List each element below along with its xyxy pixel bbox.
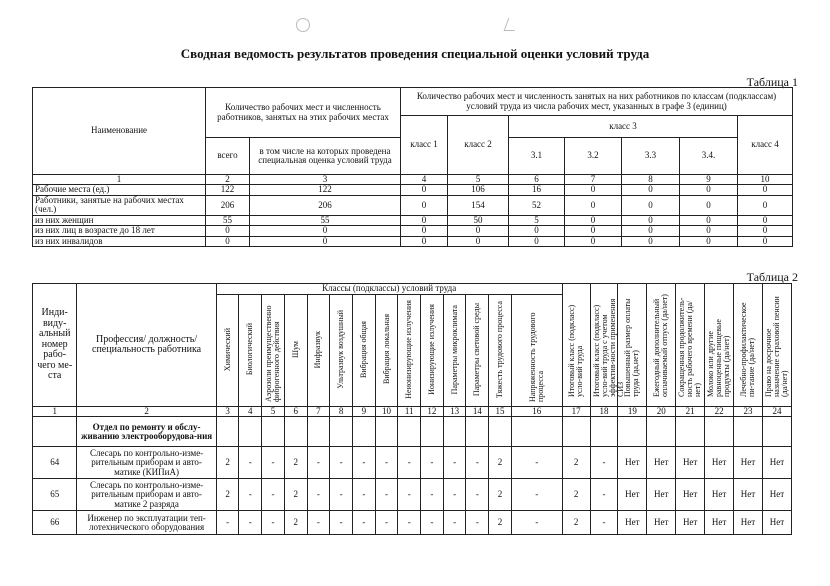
cell: 0 xyxy=(401,226,448,236)
profession-name: Инженер по эксплуатации теп-лотехнического оборудования xyxy=(77,511,216,535)
cell: - xyxy=(590,447,618,479)
page-title: Сводная ведомость результатов проведения специальной оценки условий труда xyxy=(180,46,650,61)
cell: Нет xyxy=(676,447,705,479)
cell: - xyxy=(352,511,375,535)
cell: - xyxy=(239,511,262,535)
cell: 0 xyxy=(565,185,622,195)
col-number: 17 xyxy=(562,407,590,417)
cell: - xyxy=(443,447,466,479)
table-row xyxy=(33,226,793,236)
cell: - xyxy=(590,479,618,511)
cell: 2 xyxy=(284,447,307,479)
cell: 0 xyxy=(509,226,565,236)
profession-name: Слесарь по контрольно-изме-рительным приборам и авто-матике 2 разряда xyxy=(77,479,216,511)
col-number: 2 xyxy=(206,175,250,185)
cell: - xyxy=(511,479,562,511)
cell: 0 xyxy=(738,236,793,246)
cell: Нет xyxy=(762,447,791,479)
table1-label: Таблица 1 xyxy=(746,75,798,89)
header-final-class: Итоговый класс (подкласс) усло-вий труда xyxy=(567,304,585,397)
table2-label: Таблица 2 xyxy=(746,270,798,284)
col-number: 4 xyxy=(239,407,262,417)
cell: 0 xyxy=(738,195,793,215)
cell: - xyxy=(262,447,285,479)
cell: 0 xyxy=(680,215,738,225)
cell: - xyxy=(375,447,398,479)
header-early-pension: Право на досрочное назначение страховой пенсии (да/нет) xyxy=(763,295,789,397)
col-number: 1 xyxy=(33,175,206,185)
col-number: 7 xyxy=(565,175,622,185)
col-number: 2 xyxy=(77,407,216,417)
cell: - xyxy=(466,511,489,535)
header-factor-labor-severity: Тяжесть трудового процесса xyxy=(495,300,505,398)
section-row xyxy=(33,417,792,447)
cell: 0 xyxy=(738,215,793,225)
col-number: 6 xyxy=(509,175,565,185)
row-label: из них лиц в возрасте до 18 лет xyxy=(33,226,206,236)
header-name: Наименование xyxy=(33,88,206,175)
col-number: 19 xyxy=(618,407,647,417)
scan-mark-circle xyxy=(296,18,310,32)
cell: 2 xyxy=(216,447,239,479)
col-number: 10 xyxy=(738,175,793,185)
cell: 0 xyxy=(622,185,680,195)
cell: Нет xyxy=(647,511,676,535)
cell: - xyxy=(511,511,562,535)
workplace-table xyxy=(32,283,792,535)
cell: 55 xyxy=(250,215,401,225)
table-row xyxy=(33,479,792,511)
cell: 0 xyxy=(206,236,250,246)
cell: 52 xyxy=(509,195,565,215)
cell: 0 xyxy=(738,226,793,236)
cell: - xyxy=(352,479,375,511)
cell: - xyxy=(375,479,398,511)
col-number: 13 xyxy=(443,407,466,417)
cell: - xyxy=(590,511,618,535)
cell: 0 xyxy=(680,236,738,246)
header-qty-group: Количество рабочих мест и численность работников, занятых на этих рабочих местах xyxy=(206,88,401,138)
col-number: 3 xyxy=(216,407,239,417)
header-total: всего xyxy=(206,138,250,175)
cell: - xyxy=(216,511,239,535)
header-increased-pay: Повышенный размер оплаты труда (да,нет) xyxy=(623,298,641,397)
col-number: 4 xyxy=(401,175,448,185)
col-number: 8 xyxy=(330,407,353,417)
col-number: 5 xyxy=(262,407,285,417)
col-number: 11 xyxy=(398,407,421,417)
cell: - xyxy=(352,447,375,479)
workplace-number: 64 xyxy=(33,447,77,479)
cell: Нет xyxy=(705,447,734,479)
cell: - xyxy=(262,479,285,511)
cell: 0 xyxy=(680,195,738,215)
header-factor-nonionizing: Неионизирующие излучения xyxy=(404,299,414,399)
cell: Нет xyxy=(705,479,734,511)
column-numbers-row xyxy=(33,175,793,185)
col-number: 18 xyxy=(590,407,618,417)
col-number: 1 xyxy=(33,407,77,417)
cell: Нет xyxy=(734,447,763,479)
table-row xyxy=(33,447,792,479)
cell: Нет xyxy=(618,479,647,511)
cell: - xyxy=(262,511,285,535)
cell: 154 xyxy=(448,195,509,215)
header-class-group: Количество рабочих мест и численность занятых на них работников по классам (подклассам) условий труда из числа рабочих мест, указанных в графе 3 (единиц) xyxy=(401,88,793,116)
profession-name: Слесарь по контрольно-изме-рительным приборам и авто-матике (КИПиА) xyxy=(77,447,216,479)
cell: Нет xyxy=(618,511,647,535)
cell: 55 xyxy=(206,215,250,225)
cell: 0 xyxy=(565,226,622,236)
header-factor-noise: Шум xyxy=(290,340,300,358)
header-assessed: в том числе на которых проведена специальная оценка условий труда xyxy=(250,138,401,175)
cell: - xyxy=(466,447,489,479)
cell: 2 xyxy=(216,479,239,511)
cell: Нет xyxy=(647,479,676,511)
cell: - xyxy=(307,511,330,535)
cell: Нет xyxy=(676,511,705,535)
col-number: 20 xyxy=(647,407,676,417)
header-class3: класс 3 xyxy=(509,116,738,138)
header-class-3-1: 3.1 xyxy=(509,138,565,175)
cell: - xyxy=(511,447,562,479)
header-class-3-3: 3.3 xyxy=(622,138,680,175)
header-factor-chemical: Химический xyxy=(222,327,232,371)
cell: 0 xyxy=(401,185,448,195)
cell: 206 xyxy=(250,195,401,215)
header-factor-biological: Биологический xyxy=(245,323,255,376)
header-milk: Молоко или другие равноценные пищевые продукты (да/нет) xyxy=(706,318,732,397)
cell: 0 xyxy=(401,236,448,246)
cell: 50 xyxy=(448,215,509,225)
cell: 16 xyxy=(509,185,565,195)
cell: 0 xyxy=(206,226,250,236)
cell: - xyxy=(330,511,353,535)
cell: Нет xyxy=(734,479,763,511)
cell: Нет xyxy=(762,511,791,535)
cell: 2 xyxy=(284,479,307,511)
header-classes-group: Классы (подклассы) условий труда xyxy=(216,284,562,295)
col-number: 9 xyxy=(680,175,738,185)
header-profession: Профессия/ должность/ специальность работника xyxy=(77,284,216,407)
cell: 122 xyxy=(206,185,250,195)
col-number: 23 xyxy=(734,407,763,417)
cell: 0 xyxy=(448,226,509,236)
header-factor-light: Параметры световой среды xyxy=(472,302,482,396)
summary-table xyxy=(32,87,793,247)
col-number: 7 xyxy=(307,407,330,417)
table-row xyxy=(33,236,793,246)
column-numbers-row xyxy=(33,407,792,417)
col-number: 12 xyxy=(421,407,444,417)
scan-mark-triangle xyxy=(504,18,520,31)
header-therapeutic-food: Лечебно-профилактическое пи-тание (да/нет) xyxy=(738,302,756,397)
header-class-3-4: 3.4. xyxy=(680,138,738,175)
cell: 0 xyxy=(448,236,509,246)
cell: - xyxy=(330,447,353,479)
cell: - xyxy=(421,511,444,535)
cell: - xyxy=(421,447,444,479)
table-row xyxy=(33,215,793,225)
row-label: из них женщин xyxy=(33,215,206,225)
cell: - xyxy=(375,511,398,535)
header-factor-labor-intensity: Напряженность трудового процесса xyxy=(527,312,545,403)
col-number: 16 xyxy=(511,407,562,417)
section-title: Отдел по ремонту и обслу-живанию электрооборудова-ния xyxy=(77,417,216,447)
cell: - xyxy=(239,479,262,511)
header-class2: класс 2 xyxy=(448,116,509,175)
cell: 0 xyxy=(565,236,622,246)
cell: 0 xyxy=(565,215,622,225)
cell: Нет xyxy=(762,479,791,511)
cell: 206 xyxy=(206,195,250,215)
col-number: 3 xyxy=(250,175,401,185)
table-row xyxy=(33,195,793,215)
header-factor-ultrasound: Ультразвук воздушный xyxy=(336,309,346,389)
col-number: 9 xyxy=(352,407,375,417)
cell: - xyxy=(398,479,421,511)
cell: 0 xyxy=(680,226,738,236)
header-extra-vacation: Ежегодный дополнительный оплачиваемый отпуск (да/нет) xyxy=(652,293,670,397)
cell: Нет xyxy=(734,511,763,535)
cell: 0 xyxy=(622,226,680,236)
cell: 0 xyxy=(250,236,401,246)
header-class4: класс 4 xyxy=(738,116,793,175)
row-label: Рабочие места (ед.) xyxy=(33,185,206,195)
cell: 2 xyxy=(562,447,590,479)
header-class1: класс 1 xyxy=(401,116,448,175)
cell: Нет xyxy=(647,447,676,479)
cell: - xyxy=(239,447,262,479)
cell: 0 xyxy=(622,215,680,225)
cell: - xyxy=(466,479,489,511)
header-factor-aerosols: Аэрозоли преимущественно фиброгенного действия xyxy=(264,305,281,403)
cell: - xyxy=(398,511,421,535)
col-number: 10 xyxy=(375,407,398,417)
header-factor-ionizing: Ионизирующие излучения xyxy=(426,303,436,395)
cell: 2 xyxy=(489,447,512,479)
col-number: 8 xyxy=(622,175,680,185)
cell: 2 xyxy=(284,511,307,535)
cell: 0 xyxy=(738,185,793,195)
header-factor-vibration-general: Вибрация общая xyxy=(358,320,368,378)
header-factor-infrasound: Инфразвук xyxy=(313,330,323,368)
col-number: 21 xyxy=(676,407,705,417)
workplace-number: 65 xyxy=(33,479,77,511)
col-number: 15 xyxy=(489,407,512,417)
cell: 2 xyxy=(562,511,590,535)
cell: 2 xyxy=(489,511,512,535)
row-label: Работники, занятые на рабочих местах (чел.) xyxy=(33,195,206,215)
cell: 0 xyxy=(401,215,448,225)
col-number: 22 xyxy=(705,407,734,417)
cell: 2 xyxy=(489,479,512,511)
cell: Нет xyxy=(705,511,734,535)
cell: 106 xyxy=(448,185,509,195)
col-number: 5 xyxy=(448,175,509,185)
header-class-3-2: 3.2 xyxy=(565,138,622,175)
cell: Нет xyxy=(618,447,647,479)
cell: - xyxy=(330,479,353,511)
header-reduced-hours: Сокращенная продолжитель-ность рабочего времени (да/нет) xyxy=(677,297,703,397)
col-number: 14 xyxy=(466,407,489,417)
cell: 122 xyxy=(250,185,401,195)
cell: - xyxy=(443,479,466,511)
col-number: 6 xyxy=(284,407,307,417)
header-final-class-siz: Итоговый класс (подкласс) усло-вий труда с учетом эффектив-ности применения СИЗ xyxy=(591,298,625,397)
cell: 0 xyxy=(401,195,448,215)
cell: - xyxy=(421,479,444,511)
cell: 0 xyxy=(680,185,738,195)
col-number: 24 xyxy=(762,407,791,417)
cell: - xyxy=(398,447,421,479)
cell: - xyxy=(307,447,330,479)
cell: 5 xyxy=(509,215,565,225)
cell: 2 xyxy=(562,479,590,511)
cell: 0 xyxy=(250,226,401,236)
cell: 0 xyxy=(565,195,622,215)
workplace-number: 66 xyxy=(33,511,77,535)
cell: Нет xyxy=(676,479,705,511)
header-factor-vibration-local: Вибрация локальная xyxy=(381,314,391,385)
header-factor-microclimate: Параметры микроклимата xyxy=(449,304,459,394)
table-row xyxy=(33,511,792,535)
row-label: из них инвалидов xyxy=(33,236,206,246)
cell: 0 xyxy=(622,236,680,246)
cell: 0 xyxy=(509,236,565,246)
cell: - xyxy=(443,511,466,535)
cell: - xyxy=(307,479,330,511)
cell: 0 xyxy=(622,195,680,215)
header-workplace-number: Инди-виду-альный номер рабо-чего ме-ста xyxy=(33,284,77,407)
table-row xyxy=(33,185,793,195)
